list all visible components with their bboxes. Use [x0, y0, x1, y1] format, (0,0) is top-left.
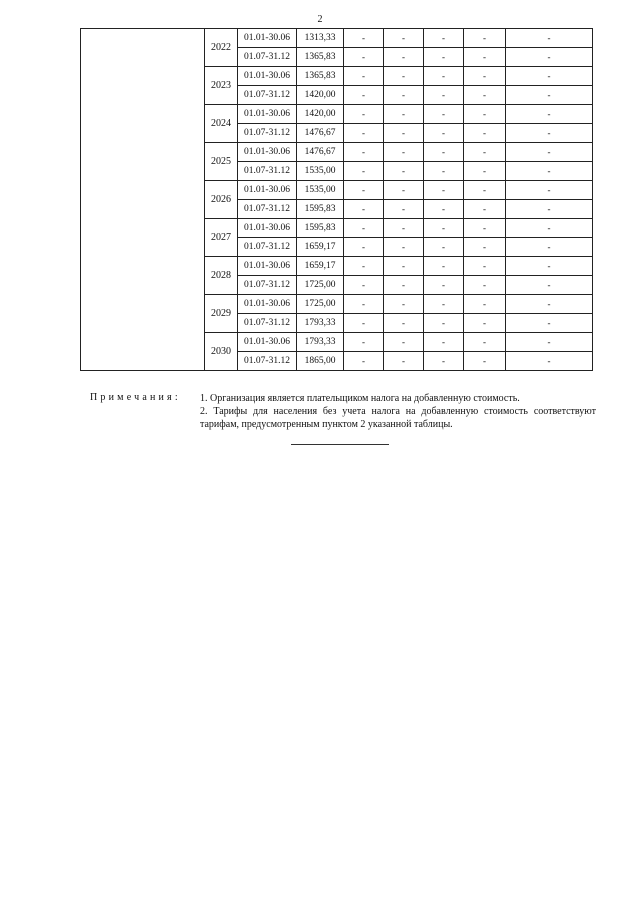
tariff-value-cell: 1476,67: [297, 143, 344, 162]
dash-cell: -: [424, 29, 464, 48]
year-cell: 2024: [205, 105, 238, 143]
dash-cell: -: [506, 29, 593, 48]
tariff-value-cell: 1725,00: [297, 295, 344, 314]
dash-cell: -: [384, 124, 424, 143]
separator-line: [291, 444, 389, 445]
dash-cell: -: [344, 86, 384, 105]
period-cell: 01.01-30.06: [238, 143, 297, 162]
dash-cell: -: [424, 67, 464, 86]
period-cell: 01.07-31.12: [238, 200, 297, 219]
dash-cell: -: [344, 124, 384, 143]
dash-cell: -: [424, 352, 464, 371]
dash-cell: -: [384, 314, 424, 333]
dash-cell: -: [384, 295, 424, 314]
dash-cell: -: [424, 181, 464, 200]
dash-cell: -: [506, 314, 593, 333]
period-cell: 01.01-30.06: [238, 295, 297, 314]
dash-cell: -: [464, 276, 506, 295]
dash-cell: -: [506, 238, 593, 257]
dash-cell: -: [344, 48, 384, 67]
tariff-value-cell: 1595,83: [297, 219, 344, 238]
dash-cell: -: [384, 238, 424, 257]
tariff-value-cell: 1659,17: [297, 257, 344, 276]
dash-cell: -: [424, 276, 464, 295]
dash-cell: -: [506, 295, 593, 314]
period-cell: 01.07-31.12: [238, 124, 297, 143]
dash-cell: -: [424, 238, 464, 257]
dash-cell: -: [384, 48, 424, 67]
tariff-value-cell: 1476,67: [297, 124, 344, 143]
dash-cell: -: [384, 219, 424, 238]
dash-cell: -: [384, 200, 424, 219]
dash-cell: -: [464, 105, 506, 124]
dash-cell: -: [344, 219, 384, 238]
dash-cell: -: [384, 67, 424, 86]
period-cell: 01.07-31.12: [238, 238, 297, 257]
tariff-value-cell: 1535,00: [297, 181, 344, 200]
dash-cell: -: [424, 219, 464, 238]
dash-cell: -: [506, 86, 593, 105]
year-cell: 2030: [205, 333, 238, 371]
dash-cell: -: [464, 200, 506, 219]
tariff-value-cell: 1420,00: [297, 105, 344, 124]
year-cell: 2022: [205, 29, 238, 67]
year-cell: 2029: [205, 295, 238, 333]
tariff-value-cell: 1793,33: [297, 333, 344, 352]
dash-cell: -: [464, 181, 506, 200]
dash-cell: -: [506, 67, 593, 86]
period-cell: 01.01-30.06: [238, 257, 297, 276]
dash-cell: -: [464, 48, 506, 67]
dash-cell: -: [464, 238, 506, 257]
dash-cell: -: [344, 352, 384, 371]
tariff-value-cell: 1725,00: [297, 276, 344, 295]
period-cell: 01.01-30.06: [238, 67, 297, 86]
dash-cell: -: [464, 333, 506, 352]
dash-cell: -: [464, 295, 506, 314]
dash-cell: -: [464, 29, 506, 48]
dash-cell: -: [464, 162, 506, 181]
dash-cell: -: [424, 86, 464, 105]
period-cell: 01.01-30.06: [238, 29, 297, 48]
dash-cell: -: [384, 181, 424, 200]
note-item: 1. Организация является плательщиком налога на добавленную стоимость.: [200, 393, 520, 404]
period-cell: 01.07-31.12: [238, 276, 297, 295]
period-cell: 01.07-31.12: [238, 48, 297, 67]
period-cell: 01.07-31.12: [238, 314, 297, 333]
dash-cell: -: [424, 48, 464, 67]
dash-cell: -: [506, 352, 593, 371]
tariff-value-cell: 1659,17: [297, 238, 344, 257]
dash-cell: -: [424, 105, 464, 124]
dash-cell: -: [464, 257, 506, 276]
dash-cell: -: [344, 314, 384, 333]
dash-cell: -: [384, 162, 424, 181]
dash-cell: -: [506, 105, 593, 124]
year-cell: 2027: [205, 219, 238, 257]
dash-cell: -: [344, 200, 384, 219]
dash-cell: -: [384, 276, 424, 295]
period-cell: 01.07-31.12: [238, 352, 297, 371]
period-cell: 01.07-31.12: [238, 86, 297, 105]
year-cell: 2025: [205, 143, 238, 181]
empty-first-column: [81, 29, 205, 371]
dash-cell: -: [506, 333, 593, 352]
period-cell: 01.07-31.12: [238, 162, 297, 181]
tariff-table: [80, 28, 593, 371]
dash-cell: -: [424, 143, 464, 162]
dash-cell: -: [506, 219, 593, 238]
dash-cell: -: [344, 67, 384, 86]
tariff-value-cell: 1420,00: [297, 86, 344, 105]
dash-cell: -: [424, 124, 464, 143]
dash-cell: -: [344, 181, 384, 200]
dash-cell: -: [344, 162, 384, 181]
dash-cell: -: [384, 29, 424, 48]
dash-cell: -: [506, 257, 593, 276]
tariff-value-cell: 1365,83: [297, 67, 344, 86]
period-cell: 01.01-30.06: [238, 219, 297, 238]
dash-cell: -: [384, 257, 424, 276]
dash-cell: -: [424, 314, 464, 333]
dash-cell: -: [344, 276, 384, 295]
dash-cell: -: [384, 143, 424, 162]
dash-cell: -: [464, 86, 506, 105]
dash-cell: -: [424, 257, 464, 276]
tariff-value-cell: 1313,33: [297, 29, 344, 48]
year-cell: 2028: [205, 257, 238, 295]
dash-cell: -: [424, 162, 464, 181]
tariff-value-cell: 1365,83: [297, 48, 344, 67]
dash-cell: -: [464, 352, 506, 371]
dash-cell: -: [464, 124, 506, 143]
dash-cell: -: [344, 257, 384, 276]
tariff-value-cell: 1865,00: [297, 352, 344, 371]
note-item: 2. Тарифы для населения без учета налога на добавленную стоимость соответствуют тарифам, предусмотренным пунктом 2 указанной таблицы.: [200, 406, 596, 430]
tariff-value-cell: 1535,00: [297, 162, 344, 181]
dash-cell: -: [384, 352, 424, 371]
dash-cell: -: [506, 124, 593, 143]
dash-cell: -: [464, 143, 506, 162]
dash-cell: -: [506, 143, 593, 162]
dash-cell: -: [344, 143, 384, 162]
tariff-value-cell: 1793,33: [297, 314, 344, 333]
dash-cell: -: [384, 333, 424, 352]
dash-cell: -: [464, 67, 506, 86]
dash-cell: -: [424, 200, 464, 219]
dash-cell: -: [424, 333, 464, 352]
page-number: 2: [317, 14, 323, 25]
dash-cell: -: [464, 314, 506, 333]
dash-cell: -: [464, 219, 506, 238]
dash-cell: -: [506, 181, 593, 200]
table-row: [81, 29, 593, 48]
dash-cell: -: [384, 105, 424, 124]
dash-cell: -: [344, 105, 384, 124]
dash-cell: -: [344, 238, 384, 257]
tariff-value-cell: 1595,83: [297, 200, 344, 219]
year-cell: 2026: [205, 181, 238, 219]
dash-cell: -: [344, 333, 384, 352]
period-cell: 01.01-30.06: [238, 105, 297, 124]
dash-cell: -: [506, 162, 593, 181]
notes-label: Примечания:: [90, 392, 181, 403]
dash-cell: -: [344, 295, 384, 314]
dash-cell: -: [344, 29, 384, 48]
dash-cell: -: [384, 86, 424, 105]
dash-cell: -: [424, 295, 464, 314]
dash-cell: -: [506, 276, 593, 295]
year-cell: 2023: [205, 67, 238, 105]
period-cell: 01.01-30.06: [238, 333, 297, 352]
dash-cell: -: [506, 48, 593, 67]
dash-cell: -: [506, 200, 593, 219]
period-cell: 01.01-30.06: [238, 181, 297, 200]
notes-block: [200, 392, 596, 431]
